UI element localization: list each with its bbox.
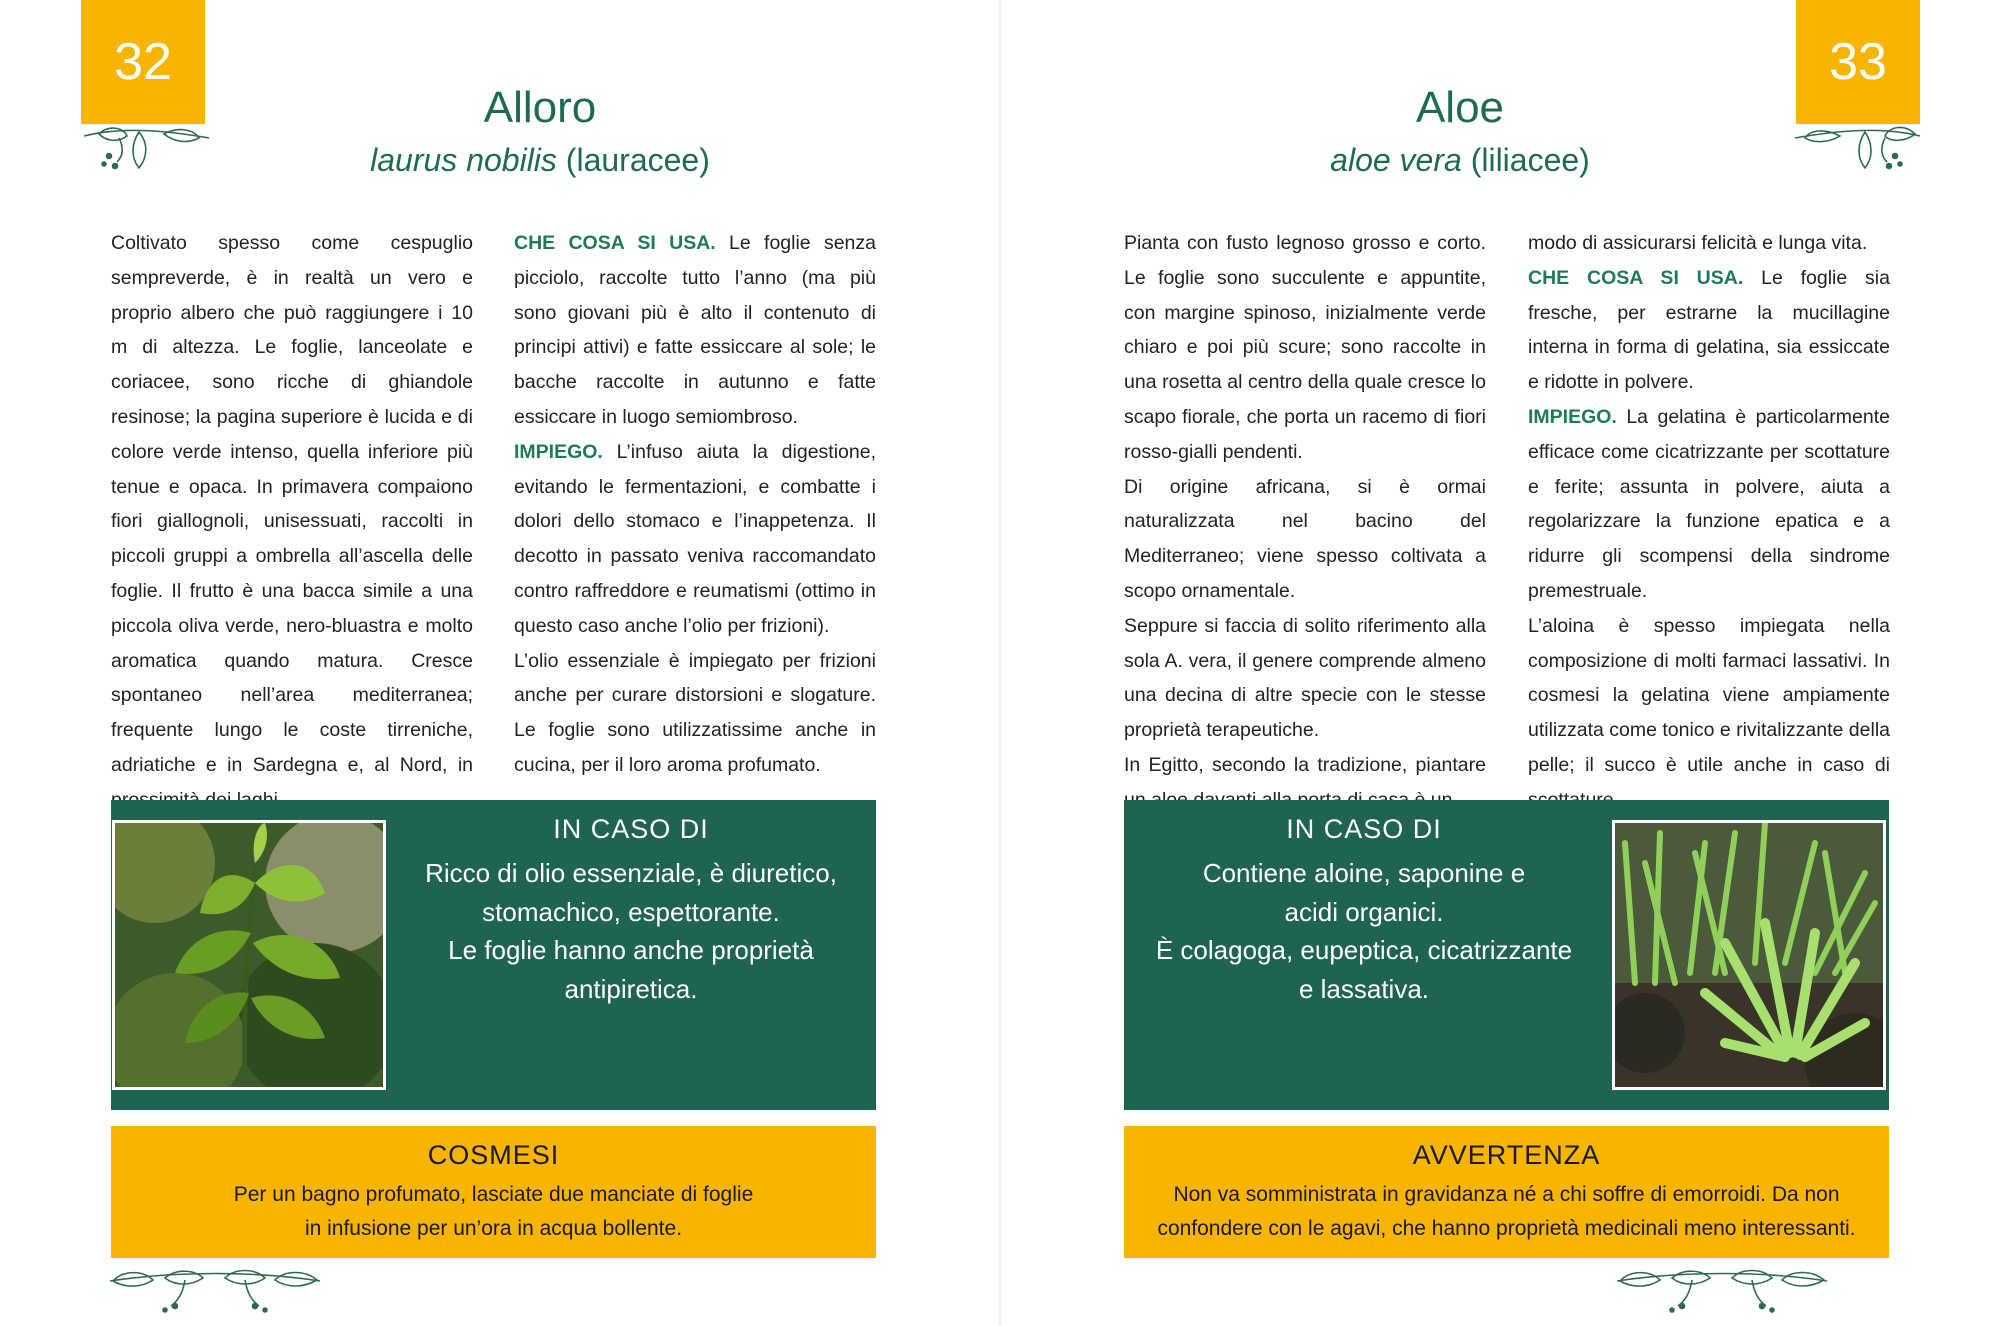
in-caso-di-box	[1124, 800, 1889, 1110]
application-paragraph	[514, 435, 876, 644]
plant-title-block	[1220, 82, 1700, 180]
application-text: La gelatina è particolarmente efficace come cicatrizzante per scottature e ferite; assunta in polvere, aiuta a regolarizzare la funzione epatica e a ridurre gli scompensi della sindrome premestruale.	[1528, 405, 1890, 602]
cosmesi-line: Per un bagno profumato, lasciate due manciate di foglie	[233, 1183, 754, 1206]
latin-name: laurus nobilis	[370, 142, 557, 178]
usage-label: CHE COSA SI USA.	[1528, 266, 1744, 289]
leaf-ornament-icon	[105, 1266, 325, 1316]
right-page	[1000, 0, 2000, 1326]
plant-family: (liliacee)	[1470, 142, 1590, 178]
usage-label: CHE COSA SI USA.	[514, 232, 716, 254]
plant-family: (lauracee)	[565, 142, 710, 178]
description-paragraph: Pianta con fusto legnoso grosso e corto. Le foglie sono succulente e appuntite, con margine spinoso, inizialmente verde chiaro e poi più scure; sono raccolte in una rosetta al centro della quale cresce lo scapo fiorale, che porta un racemo di fiori rosso-gialli pendenti.	[1124, 232, 1486, 463]
avvertenza-line: Non va somministrata in gravidanza né a chi soffre di emorroidi. Da non	[1173, 1183, 1840, 1206]
page-number: 32	[81, 0, 205, 124]
text-column-1	[111, 226, 473, 818]
application-label: IMPIEGO.	[1528, 405, 1617, 428]
aloe-photo	[1612, 820, 1886, 1090]
text-column-2	[514, 226, 876, 783]
description-paragraph: Coltivato spesso come cespuglio sempreverde, è in realtà un vero e proprio albero che può raggiungere i 10 m di altezza. Le foglie, lanceolate e coriacee, sono ricche di ghiandole resinose; la pagina superiore è lucida e di colore verde intenso, quella inferiore più tenue e opaca. In primavera compaiono fiori giallognoli, unisessuati, raccolti in piccoli gruppi a ombrella all’ascella delle foglie. Il frutto è una bacca simile a una piccola oliva verde, nero-bluastra e molto aromatica quando matura. Cresce spontaneo nell’area mediterranea; frequente lungo le coste tirreniche, adriatiche e in Sardegna e, al Nord, in	[111, 232, 473, 776]
application-label: IMPIEGO.	[514, 440, 603, 463]
leaf-ornament-icon	[1612, 1266, 1832, 1316]
avvertenza-line: confondere con le agavi, che hanno proprietà medicinali meno interessanti.	[1157, 1217, 1856, 1240]
application-paragraph	[1528, 400, 1890, 609]
in-caso-di-content	[1134, 812, 1594, 1008]
cosmesi-box	[111, 1126, 876, 1258]
avvertenza-box	[1124, 1126, 1889, 1258]
in-caso-di-heading: IN CASO DI	[1286, 814, 1442, 844]
in-caso-di-line: acidi organici.	[1284, 896, 1444, 927]
plant-name: Aloe	[1415, 83, 1505, 132]
in-caso-di-heading: IN CASO DI	[553, 814, 709, 844]
usage-paragraph	[1528, 261, 1890, 400]
in-caso-di-line: antipiretica.	[564, 973, 698, 1004]
latin-name: aloe vera	[1330, 142, 1462, 178]
usage-text: Le foglie sia fresche, per estrarne la mucillagine interna in forma di gelatina, sia essiccate e ridotte in polvere.	[1528, 266, 1890, 394]
leaf-ornament-icon	[79, 126, 214, 176]
cosmesi-heading: COSMESI	[427, 1140, 560, 1170]
plant-title-block	[300, 82, 780, 180]
leaf-ornament-icon	[1790, 126, 1925, 176]
in-caso-di-line: stomachico, espettorante.	[482, 896, 780, 927]
cosmesi-line: in infusione per un’ora in acqua bollente.	[304, 1217, 683, 1240]
in-caso-di-box	[111, 800, 876, 1110]
oil-paragraph: L’olio essenziale è impiegato per frizioni anche per curare distorsioni e slogature. Le foglie sono utilizzatissime anche in cucina, per il loro aroma profumato.	[514, 649, 876, 776]
in-caso-di-line: Le foglie hanno anche proprietà	[448, 935, 814, 965]
application-text: L’infuso aiuta la digestione, evitando le fermentazioni, e combatte i dolori dello stomaco e l’inappetenza. Il decotto in passato veniva raccomandato contro raffreddore e reumatismi (ottimo in questo caso anche l’olio per frizioni).	[514, 440, 876, 637]
in-caso-di-line: Contiene aloine, saponine e	[1202, 858, 1526, 888]
usage-text: Le foglie senza picciolo, raccolte tutto l’anno (ma più sono giovani più è alto il contenuto di principi attivi) e fatte essiccare al sole; le bacche raccolte in autunno e fatte essiccare in luogo semiombroso.	[514, 232, 876, 428]
usage-paragraph	[514, 226, 876, 435]
page-number: 33	[1796, 0, 1920, 124]
origin-paragraph: Di origine africana, si è ormai naturalizzata nel bacino del Mediterraneo; viene spesso coltivata a scopo ornamentale.	[1124, 475, 1486, 602]
in-caso-di-line: e lassativa.	[1298, 973, 1430, 1004]
latin-name-line	[300, 140, 780, 180]
laurel-photo	[112, 820, 386, 1090]
tradition-continued: modo di assicurarsi felicità e lunga vita.	[1528, 232, 1868, 254]
avvertenza-text	[1124, 1178, 1889, 1246]
genus-paragraph: Seppure si faccia di solito riferimento alla sola A. vera, il genere comprende almeno una decina di altre specie con le stesse proprietà terapeutiche.	[1124, 614, 1486, 742]
cosmesi-text	[111, 1178, 876, 1246]
in-caso-di-line: È colagoga, eupeptica, cicatrizzante	[1155, 935, 1573, 965]
aloin-paragraph: L’aloina è spesso impiegata nella composizione di molti farmaci lassativi. In cosmesi la gelatina viene ampiamente utilizzata come tonico e rivitalizzante della pelle; il succo è utile anche in caso di	[1528, 614, 1891, 776]
tradition-paragraph: In Egitto, secondo la tradizione, piantare	[1124, 753, 1486, 776]
in-caso-di-text	[1134, 854, 1594, 1008]
plant-name: Alloro	[483, 83, 597, 132]
in-caso-di-line: Ricco di olio essenziale, è diuretico,	[425, 858, 837, 888]
text-column-2	[1528, 226, 1890, 818]
latin-name-line	[1220, 140, 1700, 180]
in-caso-di-content	[401, 812, 861, 1008]
avvertenza-heading: AVVERTENZA	[1412, 1140, 1601, 1170]
in-caso-di-text	[401, 854, 861, 1008]
text-column-1	[1124, 226, 1486, 818]
